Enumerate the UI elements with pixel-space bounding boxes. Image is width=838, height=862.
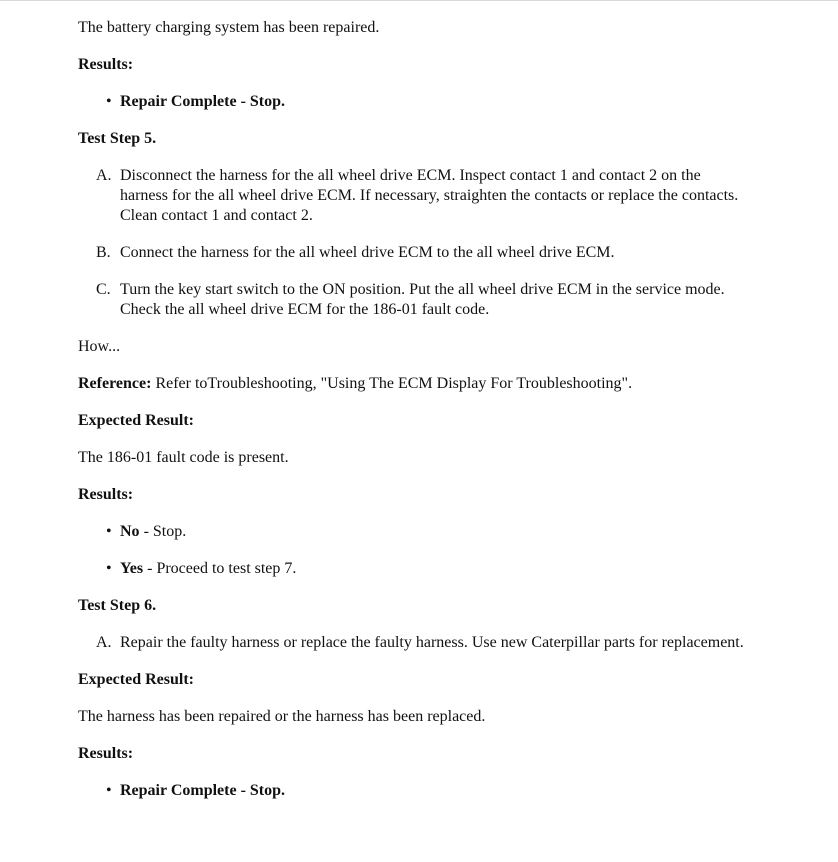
result-label: Repair Complete - Stop. [120,93,286,110]
result-item [78,92,778,112]
paragraph: How... [78,338,121,355]
step-item [78,633,750,653]
section-heading: Expected Result: [78,671,194,688]
result-label: Yes [120,560,144,577]
reference-paragraph [78,374,778,394]
bullet-icon: • [106,560,112,577]
step-text: Repair the faulty harness or replace the faulty harness. Use new Caterpillar parts for replacement. [120,634,744,651]
step-text: Disconnect the harness for the all wheel drive ECM. Inspect contact 1 and contact 2 on the harness for the all wheel drive ECM. If necessary, straighten the contacts or replace the contacts. Clean contact 1 and contact 2. [120,167,739,224]
paragraph: The 186-01 fault code is present. [78,449,289,466]
result-label: No [120,523,140,540]
result-label: Repair Complete - Stop. [120,782,286,799]
section-heading: Test Step 5. [78,130,157,147]
results-list [78,781,778,801]
bullet-icon: • [106,523,112,540]
step-item [78,243,750,263]
section-heading: Results: [78,56,134,73]
step-text: Connect the harness for the all wheel drive ECM to the all wheel drive ECM. [120,244,615,261]
step-letter: A. [96,634,112,651]
section-heading: Expected Result: [78,412,194,429]
paragraph: The battery charging system has been repaired. [78,19,380,36]
results-list [78,92,778,112]
step-letter: B. [96,244,111,261]
result-detail: - Proceed to test step 7. [143,560,297,577]
document-body [78,18,778,818]
section-heading: Test Step 6. [78,597,157,614]
bullet-icon: • [106,93,112,110]
paragraph: The harness has been repaired or the harness has been replaced. [78,708,486,725]
top-border [0,0,838,1]
step-item [78,280,750,320]
step-letter: C. [96,281,111,298]
step-letter: A. [96,167,112,184]
result-detail: - Stop. [139,523,187,540]
section-heading: Results: [78,486,134,503]
bullet-icon: • [106,782,112,799]
step-text: Turn the key start switch to the ON position. Put the all wheel drive ECM in the service mode. Check the all wheel drive ECM for the 186-01 fault code. [120,281,725,318]
results-list [78,522,778,579]
step-item [78,166,750,226]
step-list [78,633,778,653]
reference-text: Refer toTroubleshooting, "Using The ECM Display For Troubleshooting". [151,375,633,392]
result-item [78,522,778,542]
reference-label: Reference: [78,375,152,392]
section-heading: Results: [78,745,134,762]
result-item [78,559,778,579]
step-list [78,166,778,320]
result-item [78,781,778,801]
